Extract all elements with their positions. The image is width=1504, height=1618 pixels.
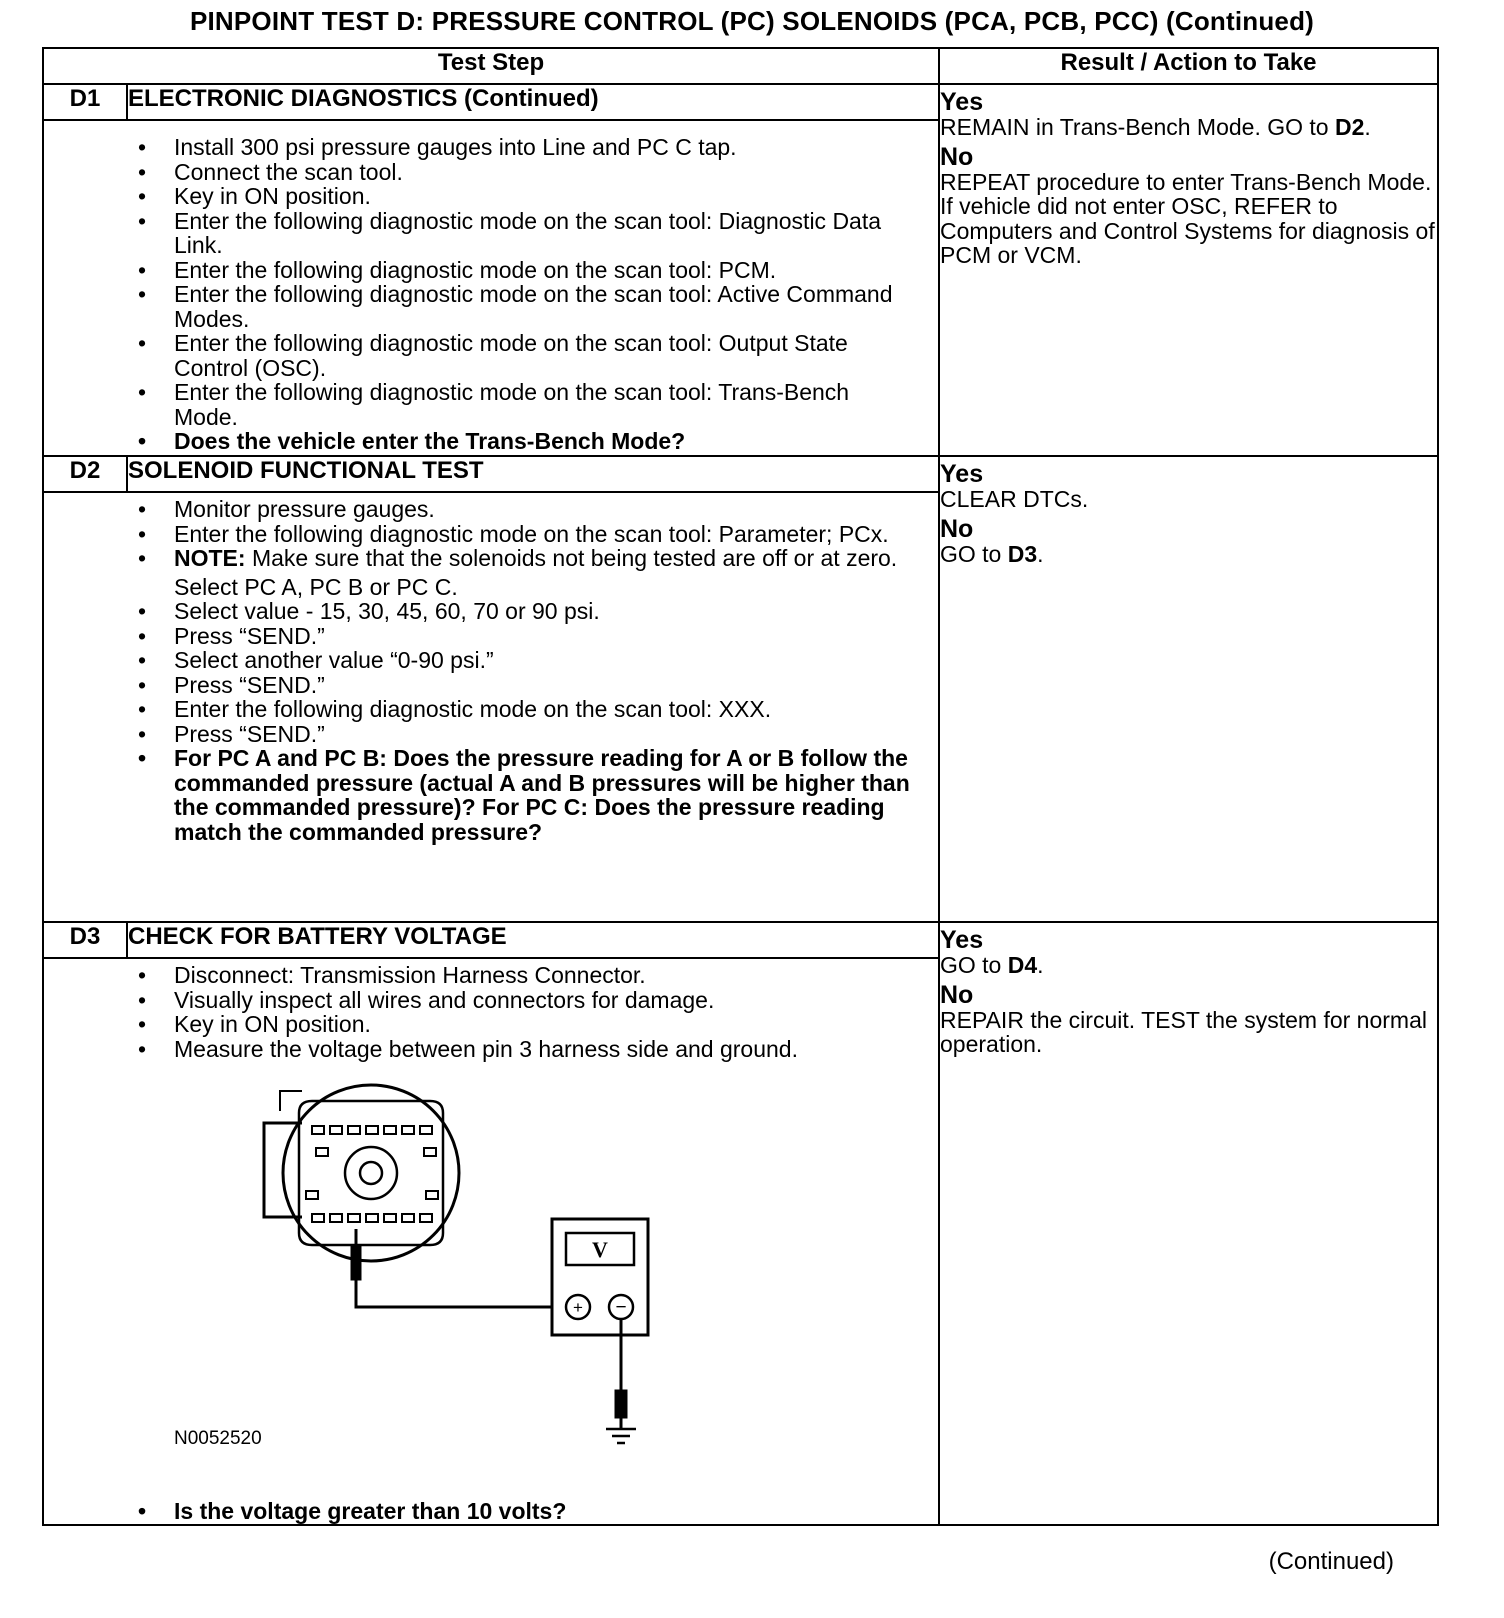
result-yes-label: Yes: [940, 88, 984, 116]
step-body: [43, 120, 939, 456]
list-item-question: • For PC A and PC B: Does the pressure reading for A or B follow the commanded pressure (actual A and B pressures will be higher than the commanded pressure)? For PC C: Does the pressure reading match the commanded pressure?: [44, 746, 918, 844]
result-no-text: REPEAT procedure to enter Trans-Bench Mode. If vehicle did not enter OSC, REFER to Computers and Control Systems for diagnosis of PCM or VCM.: [940, 168, 1435, 268]
list-item: • Install 300 psi pressure gauges into Line and PC C tap.: [44, 135, 918, 160]
list-item: • Monitor pressure gauges.: [44, 497, 918, 522]
list-item-question: • Is the voltage greater than 10 volts?: [44, 1499, 918, 1524]
list-item: • Select another value “0-90 psi.”: [44, 648, 918, 673]
figure-id: N0052520: [174, 1428, 262, 1449]
step-title: CHECK FOR BATTERY VOLTAGE: [127, 922, 939, 958]
connector-voltmeter-illustration: [44, 1061, 856, 1499]
step-list: [44, 121, 938, 454]
list-item: • Enter the following diagnostic mode on the scan tool: Trans-Bench Mode.: [44, 380, 918, 429]
step-body: [43, 492, 939, 922]
voltmeter-unit-label: V: [592, 1237, 608, 1262]
step-title: ELECTRONIC DIAGNOSTICS (Continued): [127, 84, 939, 120]
list-item: • Measure the voltage between pin 3 harness side and ground.: [44, 1037, 918, 1062]
result-no-text: REPAIR the circuit. TEST the system for normal operation.: [940, 1006, 1427, 1057]
step-body: [43, 958, 939, 1525]
note-label: NOTE:: [174, 545, 246, 571]
header-result: Result / Action to Take: [939, 48, 1438, 84]
result-yes-label: Yes: [940, 460, 984, 488]
step-result: [939, 922, 1438, 1525]
voltmeter: [552, 1219, 648, 1335]
list-item-question: • Does the vehicle enter the Trans-Bench Mode?: [44, 429, 918, 454]
step-list: [44, 1499, 938, 1524]
result-no-label: No: [940, 514, 974, 543]
step-result: [939, 456, 1438, 922]
connector-body: [283, 1085, 459, 1261]
list-item: • Enter the following diagnostic mode on the scan tool: Parameter; PCx.: [44, 522, 918, 547]
list-item: • Press “SEND.”: [44, 673, 918, 698]
connector-key: [345, 1147, 397, 1199]
list-item: • Visually inspect all wires and connectors for damage.: [44, 988, 918, 1013]
continued-label: (Continued): [1268, 1548, 1394, 1575]
page-title: PINPOINT TEST D: PRESSURE CONTROL (PC) SOLENOIDS (PCA, PCB, PCC) (Continued): [189, 6, 1315, 36]
list-item: • Enter the following diagnostic mode on the scan tool: Diagnostic Data Link.: [44, 209, 918, 258]
list-item: • Disconnect: Transmission Harness Connector.: [44, 963, 918, 988]
list-item: • Select value - 15, 30, 45, 60, 70 or 90 psi.: [44, 599, 918, 624]
step-list: [44, 493, 938, 844]
test-lead-positive: [352, 1229, 564, 1307]
result-yes-text: CLEAR DTCs.: [940, 486, 1089, 512]
result-yes-text: REMAIN in Trans-Bench Mode. GO to D2.: [940, 114, 1371, 140]
step-id: D3: [43, 922, 127, 958]
result-yes-label: Yes: [940, 926, 984, 954]
ground-icon: [606, 1429, 636, 1443]
result-no-text: GO to D3.: [940, 540, 1044, 567]
list-item: • Connect the scan tool.: [44, 160, 918, 185]
step-title: SOLENOID FUNCTIONAL TEST: [127, 456, 939, 492]
step-list: [44, 959, 938, 1061]
step-id: D1: [43, 84, 127, 120]
step-result: [939, 84, 1438, 456]
minus-icon: −: [615, 1297, 627, 1318]
list-item: • Enter the following diagnostic mode on the scan tool: Active Command Modes.: [44, 282, 918, 331]
connector-voltmeter-diagram: [44, 1061, 938, 1499]
step-reference: D3: [1007, 540, 1038, 567]
result-yes-text: GO to D4.: [940, 952, 1044, 978]
step-reference: D4: [1007, 952, 1038, 978]
plus-icon: +: [573, 1298, 583, 1317]
connector-pins: [306, 1126, 438, 1222]
list-item: • Press “SEND.”: [44, 624, 918, 649]
list-item: • Key in ON position.: [44, 1012, 918, 1037]
list-item: • Enter the following diagnostic mode on the scan tool: Output State Control (OSC).: [44, 331, 918, 380]
list-item: • Press “SEND.”: [44, 722, 918, 747]
list-item: • Key in ON position.: [44, 184, 918, 209]
result-no-label: No: [940, 980, 974, 1009]
connector-housing: [299, 1101, 443, 1245]
pinpoint-test-table: [42, 47, 1439, 1526]
result-no-label: No: [940, 142, 974, 171]
header-test-step: Test Step: [43, 48, 939, 84]
list-item-note: • NOTE: Make sure that the solenoids not being tested are off or at zero.: [44, 546, 918, 571]
list-item: • Enter the following diagnostic mode on the scan tool: XXX.: [44, 697, 918, 722]
list-item: Select PC A, PC B or PC C.: [174, 573, 458, 600]
list-item: • Enter the following diagnostic mode on the scan tool: PCM.: [44, 258, 918, 283]
step-id: D2: [43, 456, 127, 492]
step-reference: D2: [1334, 114, 1365, 140]
